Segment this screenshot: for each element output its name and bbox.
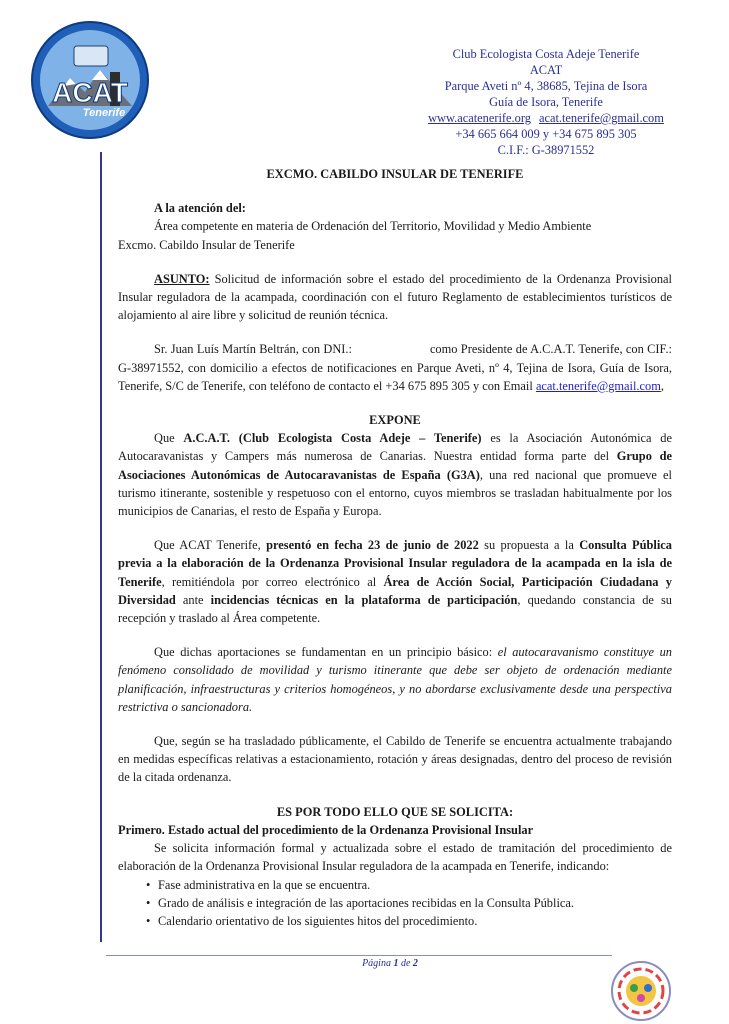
attention-line-2: Excmo. Cabildo Insular de Tenerife — [118, 237, 295, 252]
subject-label: ASUNTO: — [154, 271, 210, 286]
footer-rule — [106, 955, 612, 956]
expone-p3-b: el autocaravanismo constituye un fenómeno consolidado de movilidad y turismo itinerante que debe ser objeto de ordenación mediante planificación, infraestructuras y criterios homogéneos, y no abordarse exclusivamente desde una perspectiva restrictiva o sancionadora. — [118, 645, 672, 714]
org-address-1: Parque Aveti nº 4, 38685, Tejina de Isora — [444, 79, 648, 93]
sender-email-link[interactable]: acat.tenerife@gmail.com — [535, 378, 661, 393]
expone-p1-b: A.C.A.T. (Club Ecologista Costa Adeje – Tenerife) — [183, 431, 482, 446]
solicita-bullet-list — [118, 876, 672, 931]
subject-paragraph — [118, 270, 672, 325]
organization-header — [405, 46, 687, 158]
subject-text: Solicitud de información sobre el estado del procedimiento de la Ordenanza Provisional Insular reguladora de la acampada, coordinación con el futuro Reglamento de establecimientos turísticos de alojamiento al aire libre y solicitud de reunión técnica. — [118, 271, 672, 323]
solicita-first-text: Se solicita información formal y actualizada sobre el estado de tramitación del procedimiento de elaboración de la Ordenanza Provisional Insular reguladora de la acampada en Tenerife, indicando: — [118, 841, 672, 874]
org-address-2: Guía de Isora, Tenerife — [489, 95, 603, 109]
page-label: Página — [362, 958, 391, 969]
expone-p2-c: su propuesta a la — [478, 538, 580, 553]
page-total: 2 — [412, 958, 418, 969]
letter-body — [118, 165, 672, 930]
expone-p2-h: incidencias técnicas en la plataforma de participación — [210, 592, 518, 607]
page-of: de — [400, 958, 411, 969]
org-links — [405, 110, 687, 126]
expone-p2-b: presentó en fecha 23 de junio de 2022 — [266, 538, 479, 553]
list-item: • Fase administrativa en la que se encuentra. — [148, 876, 672, 894]
expone-p2-e: , remitiéndola por correo electrónico al — [161, 574, 384, 589]
g3a-badge-icon — [610, 960, 672, 1022]
attention-label: A la atención del: — [154, 201, 246, 216]
org-cif: C.I.F.: G-38971552 — [497, 143, 595, 157]
expone-heading: EXPONE — [369, 413, 421, 428]
expone-p2-f: Área de Acción Social, Participación Ciudadana y Diversidad — [118, 574, 672, 607]
logo-text: ACAT — [52, 77, 128, 108]
expone-p2-d: Consulta Pública previa a la elaboración de la Ordenanza Provisional Insular reguladora de la acampada en la isla de Tenerife — [118, 538, 672, 589]
org-name: Club Ecologista Costa Adeje Tenerife — [452, 47, 640, 61]
recipient-heading: EXCMO. CABILDO INSULAR DE TENERIFE — [266, 167, 524, 181]
sender-part-1: Sr. Juan Luís Martín Beltrán, con DNI.: — [154, 342, 352, 357]
logo-subtext: Tenerife — [82, 107, 126, 119]
expone-p2-g: ante — [175, 592, 211, 607]
email-link[interactable]: acat.tenerife@gmail.com — [538, 111, 664, 125]
expone-paragraph-3 — [118, 643, 672, 716]
solicita-heading: ES POR TODO ELLO QUE SE SOLICITA: — [276, 804, 514, 819]
org-phones: +34 665 664 009 y +34 675 895 305 — [455, 127, 637, 141]
sender-tail: , — [660, 378, 664, 393]
expone-paragraph-4: Que, según se ha trasladado públicamente, el Cabildo de Tenerife se encuentra actualmente trabajando en medidas específicas relativas a estacionamiento, rotación y áreas designadas, dentro del proceso de revisión de la citada ordenanza. — [118, 734, 672, 785]
expone-paragraph-1 — [118, 429, 672, 520]
expone-p1-c: es la Asociación Autonómica de Autocaravanistas y Campers más numerosa de Canarias. Nuestra entidad forma parte del — [118, 431, 672, 464]
expone-p2-i: , quedando constancia de su recepción y traslado al Área competente. — [118, 592, 672, 626]
attention-line-1: Área competente en materia de Ordenación del Territorio, Movilidad y Medio Ambiente — [154, 219, 592, 234]
left-margin-rule — [100, 152, 102, 942]
org-acronym: ACAT — [529, 63, 563, 77]
sender-part-2: como Presidente de A.C.A.T. Tenerife, con CIF.: G-38971552, con domicilio a efectos de notificaciones en Parque Aveti, nº 4, Tejina de Isora, Guía de Isora, Tenerife, S/C de Tenerife, con teléfono de contacto el +34 675 895 305 y con Email — [118, 342, 672, 393]
list-item: • Grado de análisis e integración de las aportaciones recibidas en la Consulta Pública. — [148, 894, 672, 912]
page-current: 1 — [393, 958, 399, 969]
expone-p1-a: Que — [154, 431, 184, 446]
website-link[interactable]: www.acatenerife.org — [428, 111, 531, 125]
acat-logo — [30, 20, 150, 140]
expone-p1-e: , una red nacional que promueve el turismo itinerante, sostenible y respetuoso con el entorno, cuyos miembros se trasladan habitualmente por los municipios de Canarias, el resto de España y Europa. — [118, 467, 672, 519]
list-item: • Calendario orientativo de los siguientes hitos del procedimiento. — [148, 912, 672, 930]
solicita-first-title: Primero. Estado actual del procedimiento de la Ordenanza Provisional Insular — [118, 822, 534, 837]
expone-p3-a: Que dichas aportaciones se fundamentan en un principio básico: — [154, 645, 498, 660]
expone-p1-d: Grupo de Asociaciones Autonómicas de Autocaravanistas de España (G3A) — [118, 449, 672, 482]
sender-paragraph — [118, 340, 672, 395]
expone-p2-a: Que ACAT Tenerife, — [154, 538, 267, 553]
page-number — [330, 958, 450, 969]
expone-paragraph-2 — [118, 536, 672, 627]
